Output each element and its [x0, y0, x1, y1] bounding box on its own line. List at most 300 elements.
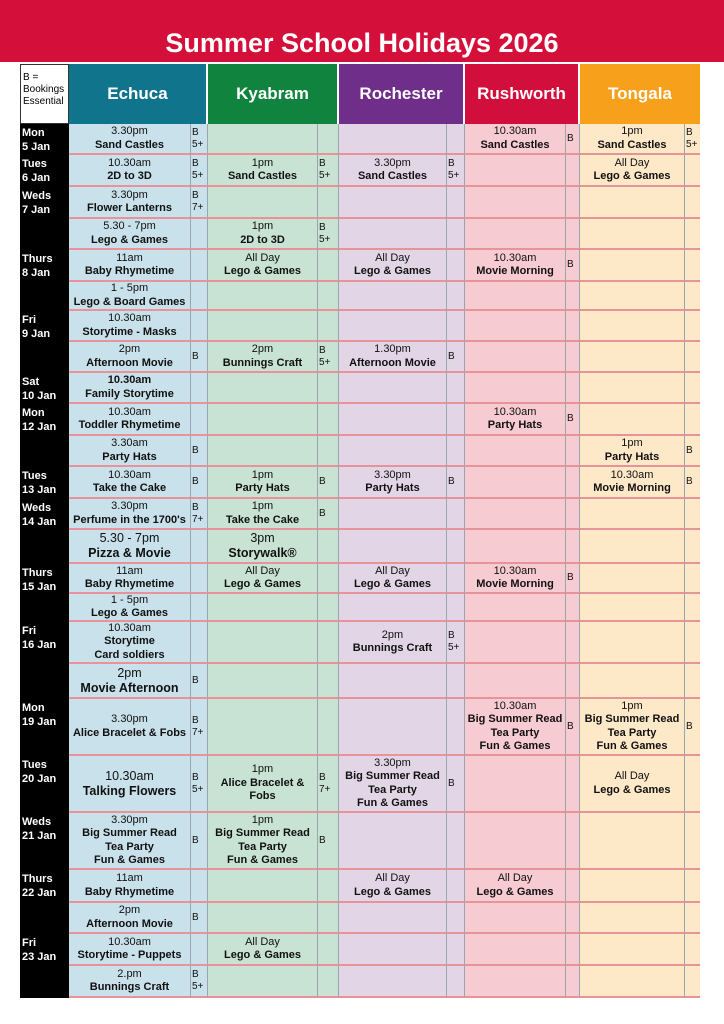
day-label-line: 9 Jan	[22, 328, 51, 340]
day-label-line: Thurs	[22, 873, 53, 885]
event-name: Sand Castles	[480, 138, 550, 151]
day-label-line: 12 Jan	[22, 421, 57, 433]
column-header-kyabram: Kyabram	[208, 64, 339, 124]
day-label	[20, 966, 69, 998]
booking-flag-rochester	[447, 934, 465, 966]
booking-flag-echuca	[191, 467, 208, 499]
booking-flag-kyabram	[318, 219, 339, 250]
event-name: Lego & Games	[353, 265, 432, 277]
booking-flag-rushworth	[566, 311, 580, 342]
booking-required-mark: B	[567, 572, 574, 583]
booking-flag-rushworth	[566, 373, 580, 404]
day-label	[20, 155, 69, 187]
day-label	[20, 311, 69, 342]
booking-flag-rochester	[447, 250, 465, 282]
day-label	[20, 934, 69, 966]
event-cell-rochester	[339, 903, 447, 934]
event-name: Big Summer Read	[467, 713, 563, 725]
event-name: Party Hats	[487, 419, 543, 431]
event-name: Tea Party	[105, 840, 154, 853]
booking-flag-rochester	[447, 622, 465, 664]
booking-flag-echuca	[191, 342, 208, 373]
event-cell-rushworth	[465, 124, 566, 155]
booking-flag-echuca	[191, 664, 208, 699]
event-time: 2pm	[118, 904, 141, 916]
booking-required-mark: B	[192, 674, 199, 686]
booking-flag-tongala	[685, 813, 700, 870]
booking-required-mark: B	[192, 501, 199, 513]
booking-flag-rochester	[447, 155, 465, 187]
booking-flag-echuca	[191, 813, 208, 870]
booking-flag-tongala	[685, 373, 700, 404]
event-name: Flower Lanterns	[87, 202, 172, 214]
column-header-rochester: Rochester	[339, 64, 465, 124]
booking-flag-rushworth	[566, 530, 580, 564]
booking-flag-rushworth	[566, 219, 580, 250]
day-label-line: Fri	[22, 314, 37, 326]
event-time: 3.30pm	[374, 468, 411, 481]
event-cell-echuca	[69, 124, 191, 155]
booking-flag-tongala	[685, 467, 700, 499]
event-cell-rushworth	[465, 966, 566, 998]
event-name: Bunnings Craft	[222, 356, 303, 369]
event-name: Sand Castles	[227, 170, 298, 182]
booking-flag-echuca	[191, 404, 208, 436]
event-time: 11am	[116, 872, 143, 884]
event-cell-echuca	[69, 564, 191, 594]
event-time: 1pm	[251, 156, 274, 169]
event-cell-kyabram	[208, 966, 318, 998]
booking-flag-tongala	[685, 756, 700, 813]
day-label	[20, 530, 69, 564]
event-cell-rochester	[339, 934, 447, 966]
booking-flag-tongala	[685, 311, 700, 342]
event-cell-rushworth	[465, 467, 566, 499]
day-label	[20, 699, 69, 756]
event-name: Fobs	[249, 790, 276, 803]
booking-flag-echuca	[191, 219, 208, 250]
event-cell-tongala	[580, 756, 685, 813]
booking-flag-kyabram	[318, 934, 339, 966]
day-label-line: Mon	[22, 702, 45, 714]
event-time: 10.30am	[108, 621, 151, 634]
event-time: 1pm	[621, 699, 643, 712]
schedule-row	[20, 499, 700, 530]
event-time: All Day	[375, 251, 410, 264]
schedule-row	[20, 436, 700, 467]
event-time: All Day	[375, 564, 410, 577]
event-time: All Day	[245, 251, 280, 264]
booking-required-mark: B	[192, 834, 199, 846]
booking-flag-rushworth	[566, 966, 580, 998]
event-cell-tongala	[580, 934, 685, 966]
event-cell-rochester	[339, 622, 447, 664]
event-name: Bunnings Craft	[352, 642, 433, 654]
event-name: Lego & Games	[593, 783, 671, 796]
event-cell-echuca	[69, 870, 191, 903]
schedule-row	[20, 342, 700, 373]
booking-flag-rochester	[447, 664, 465, 699]
event-cell-tongala	[580, 530, 685, 564]
event-cell-rushworth	[465, 903, 566, 934]
booking-flag-echuca	[191, 282, 208, 311]
booking-flag-kyabram	[318, 155, 339, 187]
age-requirement: 5+	[448, 170, 460, 181]
event-time: 10.30am	[108, 935, 151, 948]
event-cell-rochester	[339, 756, 447, 813]
event-cell-tongala	[580, 404, 685, 436]
event-time: 1 - 5pm	[110, 593, 149, 606]
event-cell-echuca	[69, 813, 191, 870]
age-requirement: 5+	[192, 138, 204, 150]
event-cell-tongala	[580, 342, 685, 373]
event-cell-tongala	[580, 373, 685, 404]
event-time: 1pm	[251, 500, 274, 512]
day-label	[20, 342, 69, 373]
event-name: Lego & Games	[223, 949, 302, 961]
event-cell-rochester	[339, 813, 447, 870]
event-cell-rochester	[339, 282, 447, 311]
booking-flag-tongala	[685, 404, 700, 436]
event-time: 3.30pm	[111, 188, 148, 201]
day-label-line: Fri	[22, 625, 37, 637]
event-cell-rochester	[339, 870, 447, 903]
event-name: Lego & Games	[353, 885, 432, 898]
event-name: Sand Castles	[597, 138, 667, 151]
age-requirement: 5+	[319, 170, 331, 181]
event-cell-echuca	[69, 155, 191, 187]
booking-required-mark: B	[192, 126, 199, 138]
event-cell-echuca	[69, 966, 191, 998]
booking-flag-tongala	[685, 966, 700, 998]
booking-flag-kyabram	[318, 903, 339, 934]
event-cell-rochester	[339, 467, 447, 499]
event-time: 2pm	[381, 628, 404, 641]
age-requirement: 7+	[192, 202, 204, 213]
booking-flag-kyabram	[318, 530, 339, 564]
booking-flag-echuca	[191, 373, 208, 404]
event-time: 1pm	[251, 813, 274, 826]
booking-flag-rushworth	[566, 664, 580, 699]
event-cell-kyabram	[208, 250, 318, 282]
event-cell-echuca	[69, 530, 191, 564]
page-title: Summer School Holidays 2026	[165, 28, 559, 58]
day-label	[20, 404, 69, 436]
day-label	[20, 219, 69, 250]
event-cell-rochester	[339, 564, 447, 594]
schedule-row	[20, 467, 700, 499]
schedule-row	[20, 564, 700, 594]
booking-flag-echuca	[191, 756, 208, 813]
event-cell-kyabram	[208, 594, 318, 622]
booking-required-mark: B	[192, 350, 199, 362]
booking-flag-kyabram	[318, 756, 339, 813]
booking-flag-kyabram	[318, 436, 339, 467]
event-time: 10.30am	[493, 251, 537, 264]
booking-flag-tongala	[685, 870, 700, 903]
booking-flag-kyabram	[318, 250, 339, 282]
event-cell-echuca	[69, 250, 191, 282]
event-cell-rochester	[339, 436, 447, 467]
event-name: Party Hats	[102, 450, 157, 463]
booking-flag-kyabram	[318, 373, 339, 404]
day-label	[20, 870, 69, 903]
schedule-row	[20, 594, 700, 622]
event-cell-kyabram	[208, 530, 318, 564]
day-label	[20, 903, 69, 934]
day-label-line: 10 Jan	[22, 390, 57, 402]
event-time: 10.30am	[493, 699, 537, 712]
day-label-line: 6 Jan	[22, 172, 51, 184]
event-cell-rushworth	[465, 699, 566, 756]
event-cell-kyabram	[208, 436, 318, 467]
event-name: Afternoon Movie	[86, 356, 173, 369]
event-name: Party Hats	[365, 482, 420, 494]
event-cell-rushworth	[465, 813, 566, 870]
booking-required-mark: B	[192, 158, 199, 169]
day-label-line: Tues	[22, 470, 47, 482]
schedule-row	[20, 813, 700, 870]
event-cell-kyabram	[208, 467, 318, 499]
event-name: Card soldiers	[94, 648, 165, 661]
day-label	[20, 813, 69, 870]
day-label	[20, 436, 69, 467]
event-time: 2pm	[118, 343, 141, 355]
booking-flag-tongala	[685, 499, 700, 530]
event-cell-rushworth	[465, 499, 566, 530]
day-label-line: Weds	[22, 816, 52, 828]
booking-flag-tongala	[685, 155, 700, 187]
event-name: Afternoon Movie	[349, 356, 436, 369]
booking-flag-tongala	[685, 530, 700, 564]
booking-flag-rochester	[447, 813, 465, 870]
event-name: Storytime	[104, 635, 155, 648]
booking-flag-kyabram	[318, 870, 339, 903]
event-cell-rochester	[339, 499, 447, 530]
event-cell-echuca	[69, 699, 191, 756]
schedule-row	[20, 756, 700, 813]
schedule-row	[20, 219, 700, 250]
booking-flag-kyabram	[318, 699, 339, 756]
day-label-line: 22 Jan	[22, 887, 57, 899]
event-cell-kyabram	[208, 124, 318, 155]
legend-line: Essential	[23, 96, 64, 107]
booking-required-mark: B	[319, 771, 326, 783]
event-time: 1pm	[621, 125, 643, 137]
event-cell-tongala	[580, 813, 685, 870]
schedule-row	[20, 373, 700, 404]
event-cell-echuca	[69, 219, 191, 250]
event-cell-echuca	[69, 373, 191, 404]
event-cell-kyabram	[208, 870, 318, 903]
event-cell-rochester	[339, 966, 447, 998]
booking-flag-kyabram	[318, 124, 339, 155]
event-name: Big Summer Read	[215, 827, 310, 839]
booking-flag-echuca	[191, 436, 208, 467]
schedule-row	[20, 404, 700, 436]
booking-flag-rushworth	[566, 282, 580, 311]
column-header-row	[20, 64, 700, 124]
day-label	[20, 594, 69, 622]
day-label-line: Fri	[22, 937, 37, 949]
event-cell-rushworth	[465, 311, 566, 342]
day-label-line: 21 Jan	[22, 830, 57, 842]
day-label	[20, 373, 69, 404]
booking-flag-rushworth	[566, 499, 580, 530]
event-cell-tongala	[580, 499, 685, 530]
event-name: Lego & Games	[476, 885, 554, 898]
event-name: Storywalk®	[228, 546, 297, 560]
event-cell-tongala	[580, 699, 685, 756]
booking-flag-kyabram	[318, 311, 339, 342]
event-time: 2.pm	[117, 967, 142, 980]
event-cell-rushworth	[465, 622, 566, 664]
event-cell-rochester	[339, 373, 447, 404]
column-header-echuca: Echuca	[69, 64, 208, 124]
booking-flag-echuca	[191, 594, 208, 622]
booking-flag-echuca	[191, 530, 208, 564]
event-cell-tongala	[580, 187, 685, 219]
booking-flag-rochester	[447, 594, 465, 622]
event-cell-rushworth	[465, 870, 566, 903]
booking-flag-echuca	[191, 250, 208, 282]
event-time: 2pm	[251, 343, 274, 355]
booking-flag-kyabram	[318, 467, 339, 499]
schedule-row	[20, 664, 700, 699]
booking-flag-rushworth	[566, 934, 580, 966]
booking-flag-echuca	[191, 124, 208, 155]
event-cell-rochester	[339, 124, 447, 155]
booking-flag-rushworth	[566, 622, 580, 664]
booking-required-mark: B	[448, 158, 455, 169]
event-cell-echuca	[69, 282, 191, 311]
booking-flag-tongala	[685, 934, 700, 966]
event-cell-rochester	[339, 699, 447, 756]
booking-flag-echuca	[191, 499, 208, 530]
age-requirement: 5+	[192, 170, 204, 181]
event-time: 2pm	[117, 665, 142, 680]
booking-flag-kyabram	[318, 187, 339, 219]
event-cell-kyabram	[208, 756, 318, 813]
event-cell-rochester	[339, 219, 447, 250]
event-time: 3.30pm	[111, 125, 148, 137]
legend-line: B =	[23, 72, 39, 83]
event-time: 10.30am	[610, 468, 654, 481]
day-label-line: 20 Jan	[22, 773, 57, 785]
day-label-line: Mon	[22, 127, 45, 139]
bookings-legend	[20, 64, 69, 124]
booking-flag-kyabram	[318, 813, 339, 870]
booking-flag-echuca	[191, 564, 208, 594]
booking-flag-tongala	[685, 219, 700, 250]
day-label-line: 8 Jan	[22, 267, 51, 279]
event-cell-rochester	[339, 342, 447, 373]
day-label-line: 7 Jan	[22, 204, 51, 216]
booking-required-mark: B	[192, 444, 199, 456]
booking-required-mark: B	[192, 969, 199, 980]
event-name: Tea Party	[607, 726, 657, 739]
booking-required-mark: B	[686, 476, 693, 487]
booking-flag-rushworth	[566, 155, 580, 187]
event-time: 5.30 - 7pm	[99, 531, 160, 545]
age-requirement: 7+	[192, 513, 204, 525]
booking-flag-rushworth	[566, 870, 580, 903]
event-time: All Day	[497, 872, 533, 884]
event-time: 10.30am	[493, 125, 537, 137]
booking-flag-rochester	[447, 124, 465, 155]
event-name: Toddler Rhymetime	[78, 419, 181, 431]
booking-flag-kyabram	[318, 664, 339, 699]
event-cell-tongala	[580, 622, 685, 664]
booking-flag-rochester	[447, 436, 465, 467]
age-requirement: 7+	[192, 726, 204, 738]
booking-required-mark: B	[319, 476, 326, 487]
event-cell-tongala	[580, 966, 685, 998]
booking-flag-rochester	[447, 282, 465, 311]
booking-flag-rochester	[447, 219, 465, 250]
booking-flag-tongala	[685, 250, 700, 282]
event-name: Party Hats	[604, 450, 660, 463]
event-name: Movie Morning	[476, 578, 554, 590]
event-cell-kyabram	[208, 373, 318, 404]
booking-flag-rochester	[447, 342, 465, 373]
schedule-row	[20, 530, 700, 564]
legend-line: Bookings	[23, 84, 65, 95]
booking-flag-kyabram	[318, 966, 339, 998]
booking-required-mark: B	[686, 126, 693, 138]
day-label-line: Thurs	[22, 567, 53, 579]
schedule-row	[20, 966, 700, 998]
event-time: 10.30am	[108, 468, 151, 481]
event-cell-rushworth	[465, 436, 566, 467]
booking-flag-rochester	[447, 564, 465, 594]
booking-flag-rochester	[447, 966, 465, 998]
booking-flag-tongala	[685, 436, 700, 467]
event-time: 1.30pm	[374, 343, 411, 355]
event-cell-rushworth	[465, 594, 566, 622]
booking-flag-kyabram	[318, 499, 339, 530]
event-time: 10.30am	[107, 374, 152, 386]
event-cell-tongala	[580, 664, 685, 699]
booking-flag-rochester	[447, 404, 465, 436]
day-label-line: Weds	[22, 502, 52, 514]
booking-required-mark: B	[686, 444, 693, 456]
schedule-row	[20, 187, 700, 219]
event-time: 5.30 - 7pm	[103, 220, 156, 232]
booking-flag-rochester	[447, 187, 465, 219]
booking-flag-kyabram	[318, 594, 339, 622]
event-time: 10.30am	[108, 312, 151, 324]
event-cell-rushworth	[465, 564, 566, 594]
event-cell-rochester	[339, 404, 447, 436]
age-requirement: 5+	[448, 642, 460, 653]
schedule-row	[20, 124, 700, 155]
event-name: 2D to 3D	[107, 170, 152, 182]
event-name: Tea Party	[368, 783, 417, 796]
booking-flag-rushworth	[566, 699, 580, 756]
event-name: Baby Rhymetime	[84, 265, 175, 277]
day-label	[20, 187, 69, 219]
day-label-line: Weds	[22, 190, 52, 202]
event-cell-kyabram	[208, 499, 318, 530]
booking-flag-tongala	[685, 342, 700, 373]
booking-required-mark: B	[567, 132, 574, 144]
schedule-grid	[20, 124, 700, 998]
event-cell-echuca	[69, 594, 191, 622]
day-label	[20, 467, 69, 499]
booking-flag-kyabram	[318, 282, 339, 311]
booking-flag-rochester	[447, 756, 465, 813]
